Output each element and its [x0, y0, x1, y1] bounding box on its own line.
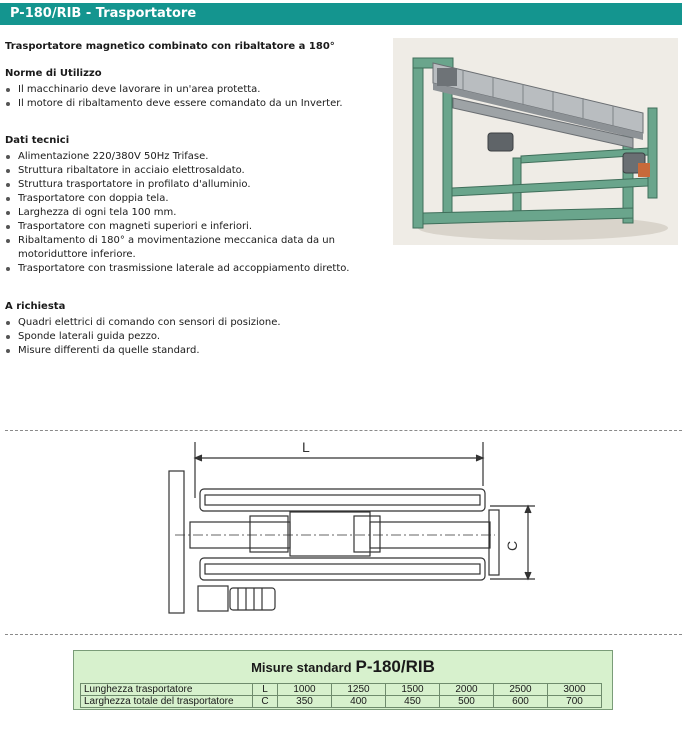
table-row	[81, 696, 602, 708]
list-item: Sponde laterali guida pezzo.	[5, 330, 393, 344]
table-row	[81, 684, 602, 696]
list-item: Misure differenti da quelle standard.	[5, 344, 393, 358]
list-item: Larghezza di ogni tela 100 mm.	[5, 206, 393, 220]
usage-list	[5, 83, 393, 111]
sizes-table-model: P-180/RIB	[355, 657, 435, 676]
tech-list	[5, 150, 393, 276]
list-item: Trasportatore con magneti superiori e inferiori.	[5, 220, 393, 234]
list-item: Il motore di ribaltamento deve essere comandato da un Inverter.	[5, 97, 393, 111]
table-cell: 1250	[332, 684, 386, 696]
dimension-label-width: C	[504, 540, 520, 551]
table-cell: 350	[278, 696, 332, 708]
sizes-table-title	[74, 657, 612, 677]
list-item: Struttura ribaltatore in acciaio elettrosaldato.	[5, 164, 393, 178]
tech-section	[5, 135, 393, 276]
intro-text: Trasportatore magnetico combinato con ribaltatore a 180°	[5, 41, 335, 52]
row-key: C	[253, 696, 278, 708]
list-item: Struttura trasportatore in profilato d'alluminio.	[5, 178, 393, 192]
table-cell: 500	[440, 696, 494, 708]
table-cell: 1000	[278, 684, 332, 696]
table-cell: 450	[386, 696, 440, 708]
list-item: Trasportatore con doppia tela.	[5, 192, 393, 206]
sizes-table-heading: Misure standard	[251, 660, 352, 675]
usage-section	[5, 68, 393, 111]
options-heading: A richiesta	[5, 301, 66, 312]
table-cell: 700	[548, 696, 602, 708]
product-photo	[393, 38, 678, 245]
list-item: Ribaltamento di 180° a movimentazione meccanica data da un motoriduttore inferiore.	[5, 234, 378, 262]
sizes-table	[80, 683, 602, 708]
sizes-table-box	[73, 650, 613, 710]
table-cell: 2000	[440, 684, 494, 696]
table-cell: 2500	[494, 684, 548, 696]
table-cell: 3000	[548, 684, 602, 696]
list-item: Il macchinario deve lavorare in un'area protetta.	[5, 83, 393, 97]
options-list	[5, 316, 393, 358]
page-title: P-180/RIB - Trasportatore	[0, 3, 682, 25]
row-label: Lunghezza trasportatore	[81, 684, 253, 696]
separator-top	[5, 430, 682, 431]
row-label: Larghezza totale del trasportatore	[81, 696, 253, 708]
table-cell: 400	[332, 696, 386, 708]
list-item: Trasportatore con trasmissione laterale ad accoppiamento diretto.	[5, 262, 393, 276]
table-cell: 600	[494, 696, 548, 708]
usage-heading: Norme di Utilizzo	[5, 68, 102, 79]
list-item: Alimentazione 220/380V 50Hz Trifase.	[5, 150, 393, 164]
separator-bottom	[5, 634, 682, 635]
dimension-label-length: L	[302, 439, 310, 455]
row-key: L	[253, 684, 278, 696]
options-section	[5, 301, 393, 358]
list-item: Quadri elettrici di comando con sensori di posizione.	[5, 316, 393, 330]
tech-heading: Dati tecnici	[5, 135, 70, 146]
table-cell: 1500	[386, 684, 440, 696]
technical-drawing	[150, 438, 540, 623]
